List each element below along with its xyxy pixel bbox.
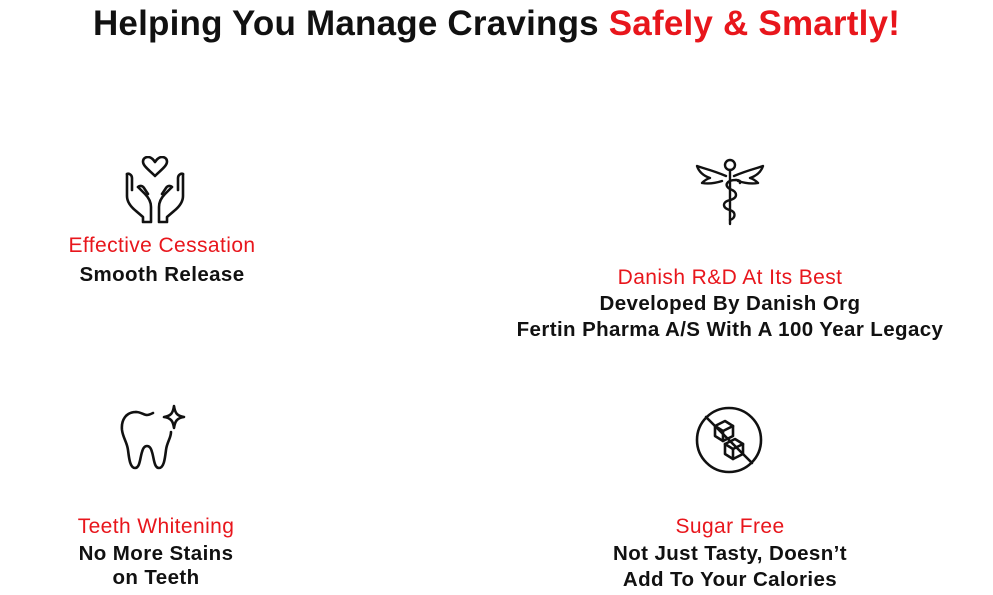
headline-main-text: Helping You Manage Cravings: [92, 4, 609, 43]
page-headline: [0, 4, 993, 44]
headline-accent-text: Safely & Smartly!: [608, 4, 901, 43]
hands-heart-icon: [119, 156, 191, 228]
feature-title: Danish R&D At Its Best: [617, 266, 843, 289]
feature-title: Teeth Whitening: [77, 515, 235, 538]
feature-description-line: Developed By Danish Org: [599, 292, 861, 315]
feature-description-line: on Teeth: [112, 566, 200, 589]
feature-description-line: Not Just Tasty, Doesn’t: [613, 542, 847, 565]
feature-teeth-whitening: [26, 404, 286, 594]
no-sugar-icon: [693, 404, 765, 476]
feature-description-line: No More Stains: [78, 542, 234, 565]
feature-description-line: Add To Your Calories: [622, 568, 838, 591]
feature-title: Sugar Free: [675, 515, 785, 538]
feature-description-line: Fertin Pharma A/S With A 100 Year Legacy: [516, 318, 944, 341]
feature-sugar-free: [580, 404, 880, 594]
feature-title: Effective Cessation: [68, 234, 256, 257]
caduceus-icon: [694, 156, 766, 228]
tooth-sparkle-icon: [116, 404, 188, 476]
feature-effective-cessation: [32, 156, 292, 296]
feature-danish-rnd: [460, 156, 993, 346]
feature-description-line: Smooth Release: [79, 263, 245, 286]
